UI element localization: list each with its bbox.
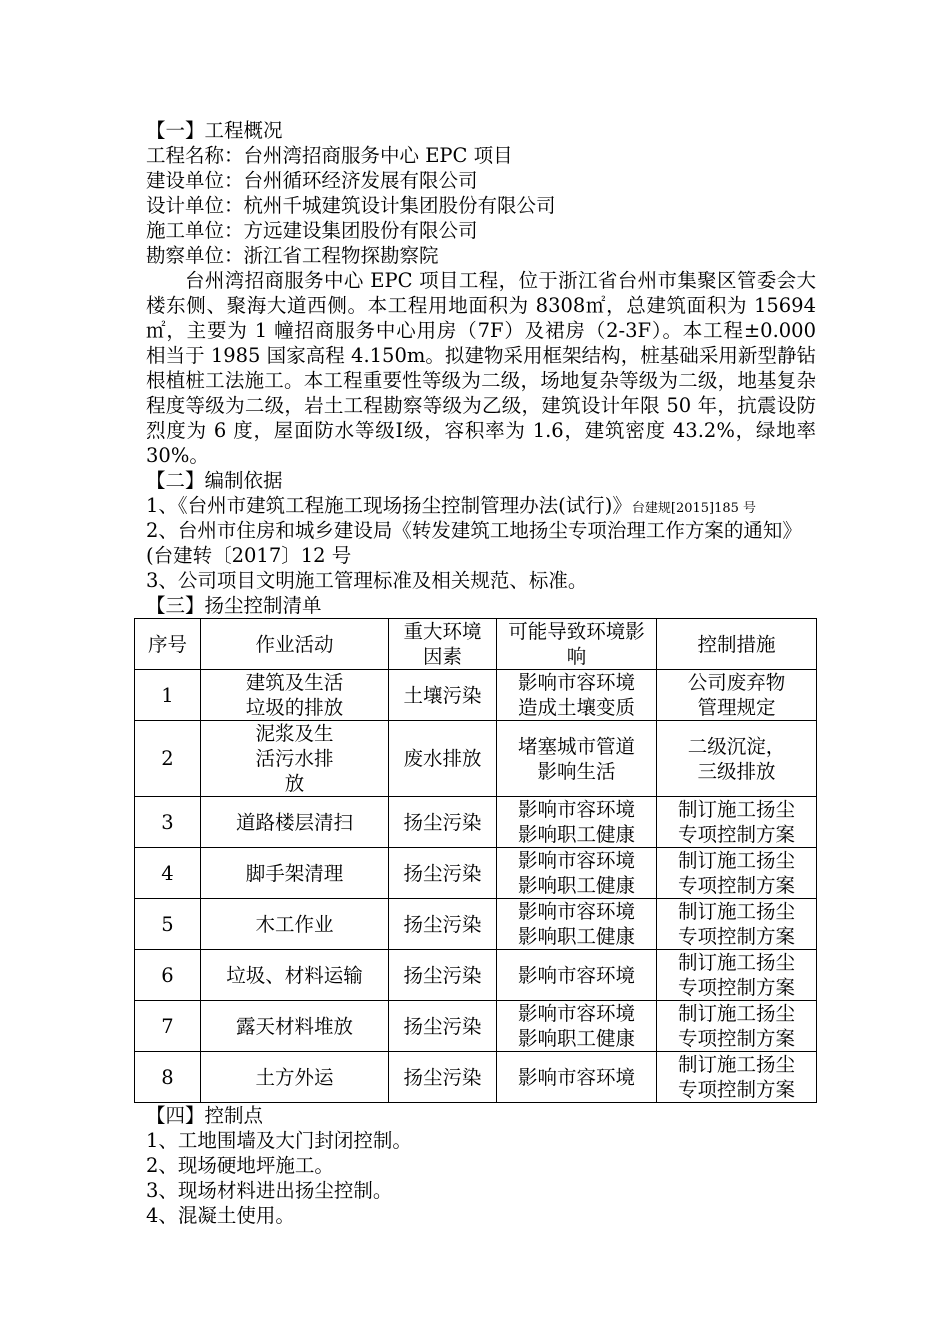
cell-control-measure: 二级沉淀，三级排放 [657, 721, 817, 797]
cell-activity: 道路楼层清扫 [201, 797, 389, 848]
cell-env-impact: 影响市容环境 [497, 950, 657, 1001]
cell-env-factor: 扬尘污染 [389, 1001, 497, 1052]
basis-item-1 [146, 493, 816, 518]
basis-item-2: 2、台州市住房和城乡建设局《转发建筑工地扬尘专项治理工作方案的通知》(台建转〔2017〕12 号 [146, 519, 802, 567]
control-point-2: 2、现场硬地坪施工。 [146, 1154, 334, 1177]
cell-control-measure: 制订施工扬尘专项控制方案 [657, 950, 817, 1001]
cell-activity: 泥浆及生活污水排放 [201, 721, 389, 797]
cell-env-impact: 影响市容环境影响职工健康 [497, 1001, 657, 1052]
cell-env-factor: 扬尘污染 [389, 1052, 497, 1103]
cell-control-measure: 制订施工扬尘专项控制方案 [657, 899, 817, 950]
cell-control-measure: 公司废弃物管理规定 [657, 670, 817, 721]
cell-env-impact: 堵塞城市管道影响生活 [497, 721, 657, 797]
cell-seq: 5 [135, 899, 201, 950]
cell-activity: 露天材料堆放 [201, 1001, 389, 1052]
section3-heading: 【三】扬尘控制清单 [146, 594, 322, 617]
cell-activity: 木工作业 [201, 899, 389, 950]
control-point-1: 1、工地围墙及大门封闭控制。 [146, 1129, 412, 1152]
survey-unit: 勘察单位：浙江省工程物探勘察院 [146, 244, 439, 267]
cell-seq: 7 [135, 1001, 201, 1052]
project-overview-paragraph: 台州湾招商服务中心 EPC 项目工程，位于浙江省台州市集聚区管委会大楼东侧、聚海大道西侧。本工程用地面积为 8308㎡，总建筑面积为 15694㎡，主要为 1 幢招商服务中心用房（7F）及裙房（2-3F）。本工程±0.000 相当于 1985 国家高程 4.150m。拟建物采用框架结构，桩基础采用新型静钻根植桩工法施工。本工程重要性等级为二级，场地复杂等级为二级，地基复杂程度等级为二级，岩土工程勘察等级为乙级，建筑设计年限 50 年，抗震设防烈度为 6 度，屋面防水等级Ⅰ级，容积率为 1.6，建筑密度 43.2%，绿地率 30%。 [146, 269, 816, 467]
table-row [135, 670, 817, 721]
header-env-impact: 可能导致环境影响 [497, 619, 657, 670]
table-row [135, 848, 817, 899]
control-point-3: 3、现场材料进出扬尘控制。 [146, 1179, 393, 1202]
cell-control-measure: 制订施工扬尘专项控制方案 [657, 1052, 817, 1103]
section1-heading: 【一】工程概况 [146, 119, 283, 142]
cell-seq: 4 [135, 848, 201, 899]
cell-env-factor: 扬尘污染 [389, 899, 497, 950]
table-row [135, 1001, 817, 1052]
cell-activity: 脚手架清理 [201, 848, 389, 899]
cell-control-measure: 制订施工扬尘专项控制方案 [657, 848, 817, 899]
cell-seq: 2 [135, 721, 201, 797]
header-activity: 作业活动 [201, 619, 389, 670]
cell-control-measure: 制订施工扬尘专项控制方案 [657, 1001, 817, 1052]
cell-env-impact: 影响市容环境 [497, 1052, 657, 1103]
dust-control-table [134, 618, 817, 1103]
cell-env-impact: 影响市容环境造成土壤变质 [497, 670, 657, 721]
header-env-factor: 重大环境因素 [389, 619, 497, 670]
section2-heading: 【二】编制依据 [146, 469, 283, 492]
cell-env-impact: 影响市容环境影响职工健康 [497, 899, 657, 950]
table-row [135, 1052, 817, 1103]
header-control-measure: 控制措施 [657, 619, 817, 670]
document-page [146, 118, 816, 1228]
cell-control-measure: 制订施工扬尘专项控制方案 [657, 797, 817, 848]
contractor-unit: 施工单位：方远建设集团股份有限公司 [146, 219, 478, 242]
table-header-row [135, 619, 817, 670]
section4-heading: 【四】控制点 [146, 1104, 264, 1127]
table-row [135, 899, 817, 950]
table-row [135, 797, 817, 848]
cell-seq: 1 [135, 670, 201, 721]
cell-activity: 土方外运 [201, 1052, 389, 1103]
cell-env-factor: 扬尘污染 [389, 848, 497, 899]
cell-env-impact: 影响市容环境影响职工健康 [497, 797, 657, 848]
control-point-4: 4、混凝土使用。 [146, 1204, 295, 1227]
construction-unit: 建设单位：台州循环经济发展有限公司 [146, 169, 478, 192]
basis-item-1-text: 1、《台州市建筑工程施工现场扬尘控制管理办法(试行)》 [146, 494, 632, 517]
cell-env-factor: 扬尘污染 [389, 950, 497, 1001]
table-row [135, 721, 817, 797]
cell-seq: 8 [135, 1052, 201, 1103]
project-name: 工程名称：台州湾招商服务中心 EPC 项目 [146, 144, 513, 167]
basis-item-1-doc-number: 台建规[2015]185 号 [631, 501, 757, 516]
header-seq: 序号 [135, 619, 201, 670]
design-unit: 设计单位：杭州千城建筑设计集团股份有限公司 [146, 194, 556, 217]
cell-env-factor: 废水排放 [389, 721, 497, 797]
cell-seq: 3 [135, 797, 201, 848]
cell-env-impact: 影响市容环境影响职工健康 [497, 848, 657, 899]
basis-item-3: 3、公司项目文明施工管理标准及相关规范、标准。 [146, 569, 588, 592]
cell-activity: 建筑及生活垃圾的排放 [201, 670, 389, 721]
cell-activity: 垃圾、材料运输 [201, 950, 389, 1001]
table-row [135, 950, 817, 1001]
cell-env-factor: 扬尘污染 [389, 797, 497, 848]
cell-env-factor: 土壤污染 [389, 670, 497, 721]
cell-seq: 6 [135, 950, 201, 1001]
